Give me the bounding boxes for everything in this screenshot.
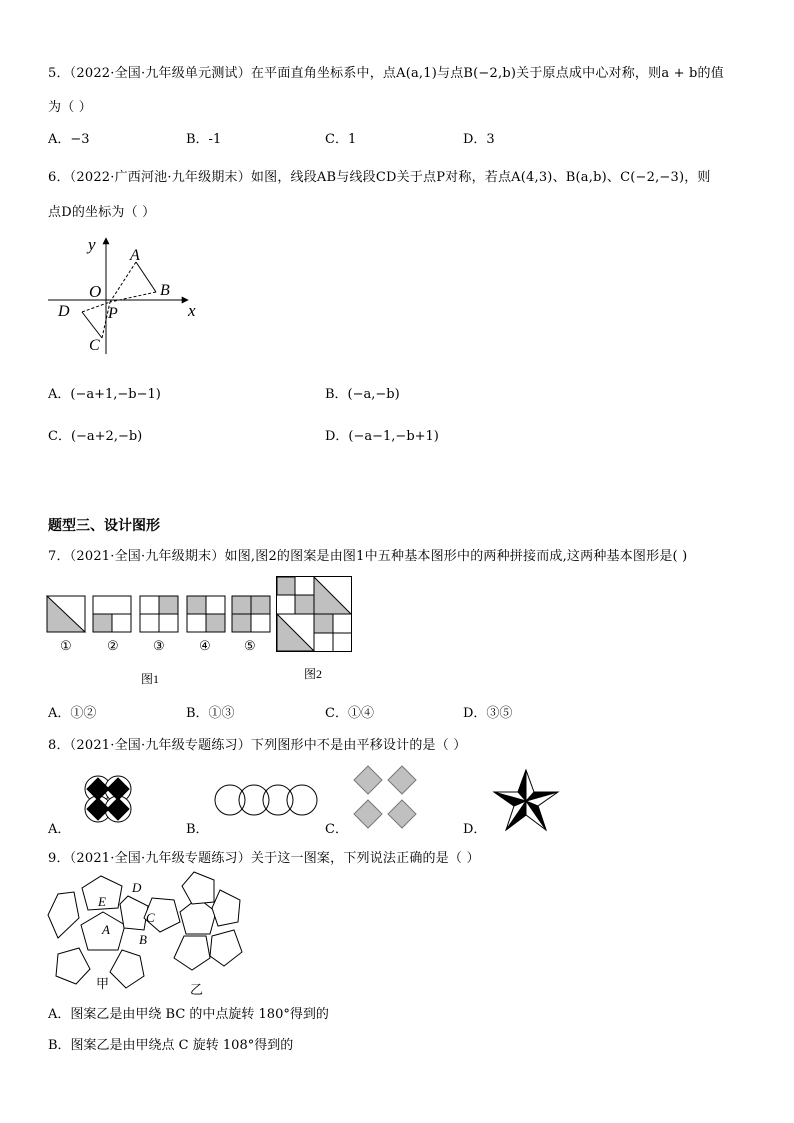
section-title: 题型三、设计图形 [48, 518, 160, 534]
q7-stem-line1: 7．（2021·全国·九年级期末）如图,图2的图案是由图1中五种基本图形中的两种拼接而成,这两种基本图形是( ) [48, 549, 688, 564]
q5-option-b: B．-1 [186, 132, 222, 147]
q6-coordinate-figure [46, 234, 216, 358]
q6-stem-line1: 6．（2022·广西河池·九年级期末）如图，线段AB与线段CD关于点P对称，若点A(4,3)、B(a,b)、C(−2,−3)，则 [48, 170, 711, 185]
basic-shape-1 [47, 596, 85, 632]
basic-shape-2 [93, 596, 131, 632]
segment-ap [110, 262, 136, 302]
shape-number-2: ② [107, 638, 119, 653]
q9-label-d: D [132, 880, 142, 895]
label-c: C [89, 337, 100, 354]
q7-figure-2 [276, 576, 354, 684]
q8-option-c-label: C． [325, 822, 348, 837]
q5-option-d: D．3 [463, 132, 495, 147]
q8-figure-c [352, 764, 418, 830]
q7-option-a: A．①② [48, 706, 97, 721]
q5-option-c: C．1 [325, 132, 357, 147]
q9-label-e: E [98, 894, 106, 909]
q5-stem-line2: 为（ ） [48, 100, 92, 115]
q6-option-c: C．(−a+2,−b) [48, 429, 143, 444]
basic-shape-4 [187, 596, 225, 632]
shape-number-3: ③ [153, 638, 165, 653]
label-y: y [88, 235, 96, 254]
q7-option-b: B．①③ [186, 706, 235, 721]
basic-shape-3 [140, 596, 178, 632]
shape-number-5: ⑤ [244, 638, 256, 653]
q7-option-c: C．①④ [325, 706, 374, 721]
basic-shape-5 [232, 596, 270, 632]
label-b: B [160, 282, 170, 299]
label-o: O [89, 282, 102, 301]
q5-stem-line1: 5．（2022·全国·九年级单元测试）在平面直角坐标系中，点A(a,1)与点B(−2,b)关于原点成中心对称，则a + b的值 [48, 66, 724, 81]
q6-option-d: D．(−a−1,−b+1) [325, 429, 439, 444]
q7-figure-1 [46, 594, 272, 686]
q6-option-b: B．(−a,−b) [325, 387, 400, 402]
q7-option-d: D．③⑤ [463, 706, 513, 721]
segment-cd [82, 312, 102, 338]
q9-label-a: A [102, 922, 110, 937]
q9-option-a: A．图案乙是由甲绕 BC 的中点旋转 180°得到的 [48, 1007, 329, 1022]
q8-option-b-label: B． [186, 822, 209, 837]
q6-stem-line2: 点D的坐标为（ ） [48, 205, 156, 220]
q9-stem-line1: 9．（2021·全国·九年级专题练习）关于这一图案，下列说法正确的是（ ） [48, 851, 480, 866]
shape-number-4: ④ [199, 638, 211, 653]
q8-figure-d [492, 768, 560, 832]
q8-option-d-label: D． [463, 822, 487, 837]
q8-figure-b [212, 780, 322, 820]
q5-option-a: A．−3 [48, 132, 90, 147]
figure-1-caption: 图1 [141, 672, 160, 686]
q9-label-c: C [146, 910, 155, 925]
q9-option-b: B．图案乙是由甲绕点 C 旋转 108°得到的 [48, 1038, 294, 1053]
q8-stem-line1: 8．（2021·全国·九年级专题练习）下列图形中不是由平移设计的是（ ） [48, 738, 467, 753]
label-a: A [130, 247, 140, 264]
q6-option-a: A．(−a+1,−b−1) [48, 387, 161, 402]
label-p: P [108, 305, 118, 322]
segment-ab [136, 262, 156, 292]
q8-figure-a [76, 768, 140, 832]
q9-label-b: B [139, 932, 147, 947]
q9-label-jia: 甲 [96, 976, 110, 991]
figure-2-caption: 图2 [304, 667, 323, 681]
shape-number-1: ① [60, 638, 72, 653]
label-d: D [58, 303, 70, 320]
label-x: x [188, 301, 196, 320]
q9-figure [44, 870, 246, 997]
q8-option-a-label: A． [48, 822, 71, 837]
q9-label-yi: 乙 [190, 982, 204, 997]
